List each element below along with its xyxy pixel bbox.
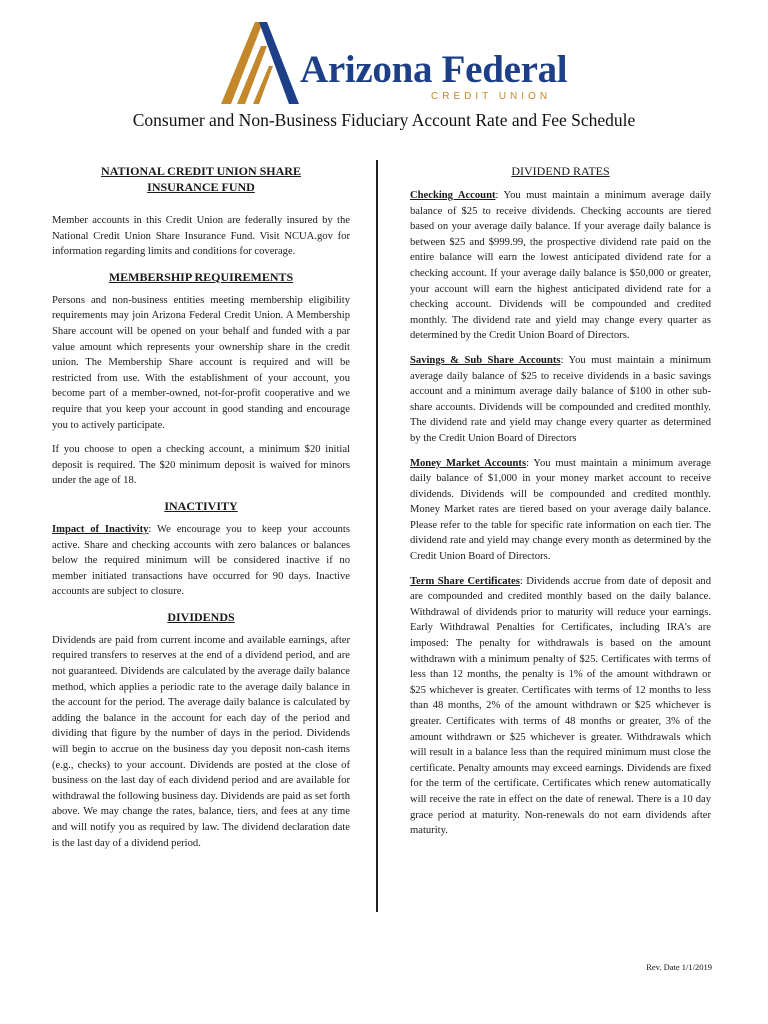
savings-lead: Savings & Sub Share Accounts xyxy=(410,354,561,366)
logo-mark-icon xyxy=(213,20,303,106)
checking-lead: Checking Account xyxy=(410,190,496,201)
savings-paragraph xyxy=(410,353,711,447)
ncua-heading-line-1: NATIONAL CREDIT UNION SHARE xyxy=(101,164,301,178)
inactivity-paragraph xyxy=(52,522,350,600)
checking-paragraph xyxy=(410,188,711,344)
inactivity-heading: INACTIVITY xyxy=(164,498,238,513)
savings-text: : You must maintain a minimum average daily balance of $25 to receive dividends in a basic savings account and a minimum average daily balance of $100 in other sub-share accounts. Dividends will be compounded and credited monthly. The dividend rate and yield may change every quarter as determined by the Credit Union Board of Directors xyxy=(410,354,711,444)
inactivity-lead: Impact of Inactivity xyxy=(52,523,149,535)
money-market-lead: Money Market Accounts xyxy=(410,457,527,469)
arizona-federal-logo xyxy=(213,20,568,106)
inactivity-text: : We encourage you to keep your accounts active. Share and checking accounts with zero balances or balances below the required minimum will be considered inactive if no member initiated transactions have occurred for 90 days. Inactive accounts are subject to closure. xyxy=(52,523,350,598)
column-divider xyxy=(376,160,378,912)
ncua-heading-line-2: INSURANCE FUND xyxy=(147,180,255,194)
page-title: Consumer and Non-Business Fiduciary Account Rate and Fee Schedule xyxy=(132,110,636,130)
left-column xyxy=(52,163,350,860)
money-market-paragraph xyxy=(410,456,711,565)
logo-subtitle: CREDIT UNION xyxy=(431,91,552,102)
checking-text: : You must maintain a minimum average daily balance of $25 to receive dividends. Checking accounts are tiered based on your average daily balance. If your average daily balance is between $25 and $999.99, the prospective dividend rate paid on the entire balance will earn the lowest anticipated dividend rate for a checking account. If your average daily balance is $50,000 or greater, your account will earn the highest anticipated dividend rate for a checking account. Dividends will be compounded and credited monthly. The dividend rate and yield may change every quarter as determined by the Credit Union Board of Directors. xyxy=(410,190,711,342)
dividends-heading: DIVIDENDS xyxy=(167,609,235,624)
right-column xyxy=(410,163,711,848)
revision-date: Rev. Date 1/1/2019 xyxy=(646,962,712,972)
certificates-paragraph xyxy=(410,574,711,839)
membership-text-1: Persons and non-business entities meeting membership eligibility requirements may join Arizona Federal Credit Union. A Membership Share account will be opened on your behalf and funded with a par value amount which represents your ownership share in the credit union. The Membership Share account is required and will be restricted from use. With the establishment of your account, you become part of a member-owned, not-for-profit cooperative and we require that you keep your account in good standing and encourage you to actively participate. xyxy=(52,294,350,431)
certificates-text: : Dividends accrue from date of deposit and are compounded and credited monthly based on the daily balance. Withdrawal of dividends prior to maturity will reduce your earnings. Early Withdrawal Penalties for Certificates, including IRA's are imposed: The penalty for withdrawals is based on the amount withdrawn with a minimum penalty of $25. Certificates with terms of less than 12 months, the penalty is 1% of the amount withdrawn or $25 whichever is greater. Certificates with terms of 12 months to less than 48 months, 2% of the amount withdrawn or $25 whichever is greater. Certificates with terms of 48 months or greater, 3% of the amount withdrawn or $25 whichever is greater. Withdrawals which will result in a balance less than the required minimum must close the certificate. Penalty amounts may exceed earnings. Dividends are fixed for the term of the certificate. Certificates which renew automatically will receive the rate in effect on the date of renewal. There is a 10 day grace period at maturity. Non-renewals do not earn dividends after maturity. xyxy=(410,575,711,837)
logo-name: Arizona Federal xyxy=(300,48,568,91)
membership-text-2: If you choose to open a checking account, a minimum $20 initial deposit is required. The $20 minimum deposit is waived for minors under the age of 18. xyxy=(52,444,350,487)
certificates-lead: Term Share Certificates xyxy=(410,575,520,587)
ncua-heading xyxy=(52,163,350,195)
membership-heading: MEMBERSHIP REQUIREMENTS xyxy=(108,269,294,284)
dividends-text: Dividends are paid from current income and available earnings, after required transfers to reserves at the end of a dividend period, and are not guaranteed. Dividends are calculated by the average daily balance method, which applies a periodic rate to the average daily balance in the account for the period. The average daily balance is calculated by adding the balance in the account for each day of the period and dividing that figure by the number of days in the period. Dividends will begin to accrue on the business day you deposit non-cash items (e.g., checks) to your account. Dividends are posted at the close of business on the last day of each dividend period and are available for withdrawal the following business day. Dividends are paid as set forth above. We may change the rates, balance, tiers, and fees at any time and will notify you as required by law. The dividend declaration date is the last day of a dividend period. xyxy=(52,634,350,849)
ncua-text: Member accounts in this Credit Union are federally insured by the National Credit Union Share Insurance Fund. Visit NCUA.gov for information regarding limits and conditions for coverage. xyxy=(52,215,350,258)
dividend-rates-heading: DIVIDEND RATES xyxy=(511,164,610,178)
money-market-text: : You must maintain a minimum average daily balance of $1,000 in your money market account to receive dividends. Dividends will be compounded and credited monthly. Money Market rates are tiered based on your average daily balance. Please refer to the table for specific rate information on each tier. The dividend rate and yield may change every month as determined by the Credit Union Board of Directors. xyxy=(410,457,711,563)
